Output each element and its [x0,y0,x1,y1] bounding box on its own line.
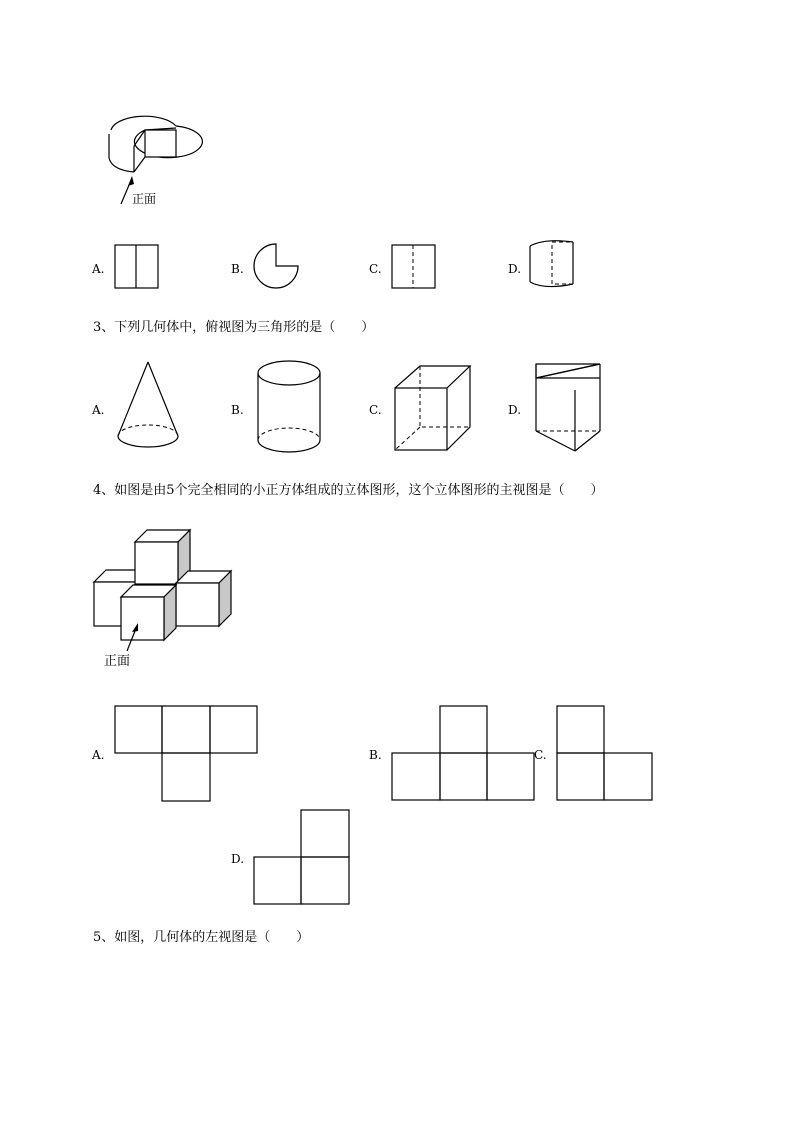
q2-option-a-label[interactable]: A. [92,262,105,276]
q2-option-b-label[interactable]: B. [231,262,244,276]
q3-option-c-label[interactable]: C. [369,403,382,417]
q4-option-b-label[interactable]: B. [369,748,382,762]
q4-option-c-drawing [557,706,652,800]
q2-option-c-label[interactable]: C. [369,262,382,276]
q4-front-caption: 正面 [104,654,131,669]
q2-option-d-label[interactable]: D. [508,262,522,276]
q2-front-caption: 正面 [132,192,157,206]
q3-option-b-label[interactable]: B. [231,403,244,417]
q4-option-d-label[interactable]: D. [231,852,245,866]
q3-option-a-label[interactable]: A. [92,403,105,417]
q3-stem: 3、下列几何体中，俯视图为三角形的是（ ） [93,320,375,335]
q4-option-d-drawing [254,810,349,904]
q4-option-b-drawing [392,706,534,800]
q3-option-d-label[interactable]: D. [508,403,522,417]
q4-option-a-drawing [115,706,257,801]
q4-stem: 4、如图是由5个完全相同的小正方体组成的立体图形，这个立体图形的主视图是（ ） [93,483,604,498]
q4-option-c-label[interactable]: C. [534,748,547,762]
q5-stem: 5、如图，几何体的左视图是（ ） [93,930,310,945]
q4-option-a-label[interactable]: A. [92,748,105,762]
